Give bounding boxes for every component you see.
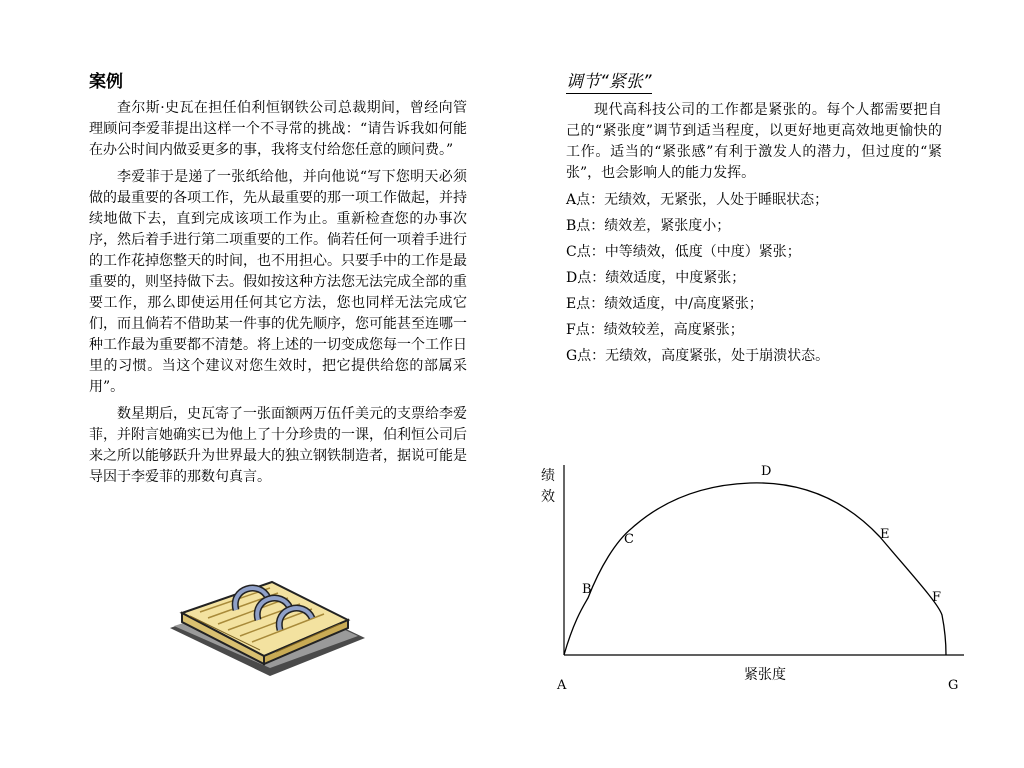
point-a-description: A点：无绩效，无紧张，人处于睡眠状态；: [566, 192, 829, 208]
point-c-description: C点：中等绩效，低度（中度）紧张；: [566, 244, 801, 260]
spiral-notebook-icon: [160, 568, 370, 682]
point-d-description: D点：绩效适度，中度紧张；: [566, 270, 746, 286]
point-e-description: E点：绩效适度，中/高度紧张；: [566, 296, 763, 312]
case-paragraph-3: 数星期后，史瓦寄了一张面额两万伍仟美元的支票给李爱菲，并附言她确实已为他上了十分珍贵的一课，伯利恒公司后来之所以能够跃升为世界最大的独立钢铁制造者，据说可能是导因于李爱菲的那数句真言。: [89, 406, 467, 485]
tension-performance-chart: [540, 455, 980, 709]
point-label-d: D: [761, 464, 772, 479]
case-paragraph-2: 李爱菲于是递了一张纸给他，并向他说“写下您明天必须做的最重要的各项工作，先从最重要的那一项工作做起，并持续地做下去，直到完成该项工作为止。重新检查您的办事次序，然后着手进行第二项重要的工作。倘若任何一项着手进行的工作花掉您整天的时间，也不用担心。只要手中的工作是最重要的，则坚持做下去。假如按这种方法您无法完成全部的重要工作，那么即使运用任何其它方法，您也同样无法完成它们，而且倘若不借助某一件事的优先顺序，您可能甚至连哪一种工作最为重要都不清楚。将上述的一切变成您每一个工作日里的习惯。当这个建议对您生效时，把它提供给您的部属采用”。: [89, 169, 467, 395]
case-paragraph-1: 查尔斯·史瓦在担任伯利恒钢铁公司总裁期间，曾经向管理顾问李爱菲提出这样一个不寻常的挑战：“请告诉我如何能在办公时间内做妥更多的事，我将支付给您任意的顾问费。”: [89, 100, 467, 158]
point-b-description: B点：绩效差，紧张度小；: [566, 218, 731, 234]
point-label-f: F: [932, 590, 942, 605]
tension-intro: 现代高科技公司的工作都是紧张的。每个人都需要把自己的“紧张度”调节到适当程度，以更好地更高效地更愉快的工作。适当的“紧张感”有利于激发人的潜力，但过度的“紧张”，也会影响人的能力发挥。: [566, 102, 942, 181]
point-label-e: E: [880, 527, 890, 542]
point-label-c: C: [624, 532, 634, 547]
point-g-description: G点：无绩效，高度紧张，处于崩溃状态。: [566, 348, 830, 364]
y-axis-label-char-1: 绩: [541, 468, 555, 484]
point-f-description: F点：绩效较差，高度紧张；: [566, 322, 744, 338]
performance-curve: [564, 483, 946, 655]
tension-heading: 调节“紧张”: [566, 67, 652, 94]
x-axis-label: 紧张度: [744, 667, 786, 683]
case-heading: 案例: [89, 72, 123, 92]
point-label-b: B: [582, 582, 592, 597]
y-axis-label-char-2: 效: [541, 489, 555, 505]
point-label-g: G: [948, 678, 959, 693]
point-label-a: A: [557, 678, 567, 693]
tension-section: [566, 100, 942, 372]
case-story: [89, 98, 467, 494]
